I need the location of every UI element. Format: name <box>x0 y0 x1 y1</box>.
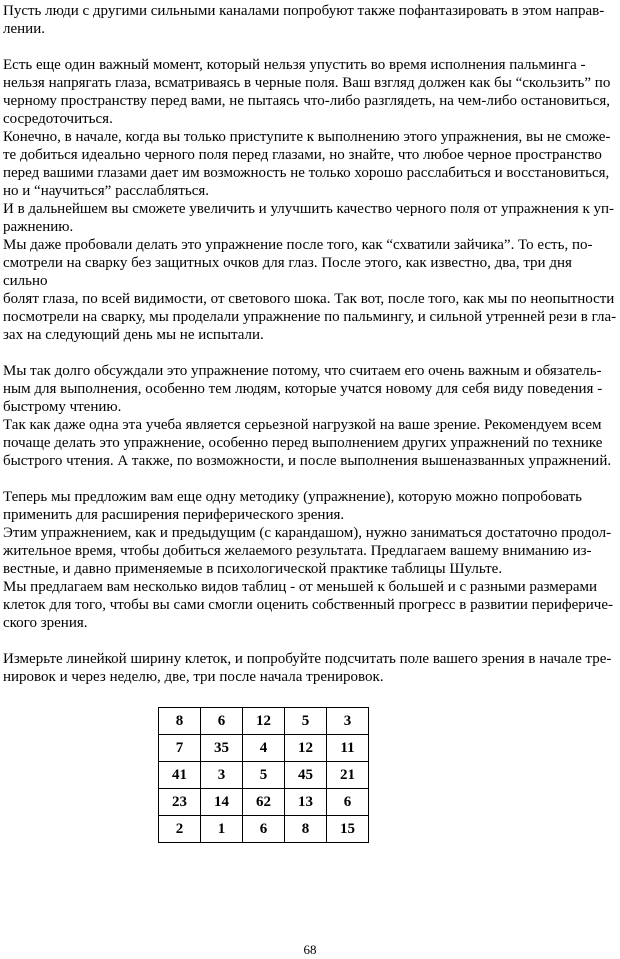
paragraph-gap <box>3 632 617 650</box>
paragraph-gap <box>3 470 617 488</box>
table-cell: 41 <box>159 762 201 789</box>
paragraph: Пусть люди с другими сильными каналами попробуют также пофантазировать в этом направ- лении. <box>3 3 605 37</box>
table-cell: 23 <box>159 789 201 816</box>
table-cell: 1 <box>201 816 243 843</box>
table-cell: 8 <box>159 708 201 735</box>
table-cell: 5 <box>285 708 327 735</box>
schulte-table <box>158 707 369 843</box>
table-cell: 15 <box>327 816 369 843</box>
table-cell: 13 <box>285 789 327 816</box>
table-cell: 62 <box>243 789 285 816</box>
paragraph-gap <box>3 38 617 56</box>
table-cell: 3 <box>201 762 243 789</box>
table-cell: 14 <box>201 789 243 816</box>
table-cell: 2 <box>159 816 201 843</box>
table-cell: 12 <box>285 735 327 762</box>
table-cell: 3 <box>327 708 369 735</box>
paragraph: И в дальнейшем вы сможете увеличить и улучшить качество черного поля от упражнения к уп- ражнению. <box>3 201 615 235</box>
table-cell: 12 <box>243 708 285 735</box>
table-cell: 4 <box>243 735 285 762</box>
paragraph: Мы предлагаем вам несколько видов таблиц - от меньшей к большей и с разными размерами клеток для того, чтобы вы сами смогли оценить собственный прогресс в развитии перифериче- ского зрения. <box>3 579 613 631</box>
table-cell: 5 <box>243 762 285 789</box>
paragraph: Мы даже пробовали делать это упражнение после того, как “схватили зайчика”. То есть, по- смотрели на сварку без защитных очков для глаз. После этого, как известно, два, три дня сильно болят глаза, по всей видимости, от светового шока. Так вот, после того, как мы по неопытности посмотрели на сварку, мы проделали упражнение по пальмингу, и сильной утренней рези в гла- зах на следующий день мы не испытали. <box>3 237 617 343</box>
page-number: 68 <box>303 942 317 957</box>
paragraph: Измерьте линейкой ширину клеток, и попробуйте подсчитать поле вашего зрения в начале тре- нировок и через неделю, две, три после начала тренировок. <box>3 651 612 685</box>
table-cell: 8 <box>285 816 327 843</box>
table-row <box>159 789 369 816</box>
table-cell: 11 <box>327 735 369 762</box>
table-cell: 6 <box>201 708 243 735</box>
table-cell: 6 <box>327 789 369 816</box>
table-cell: 21 <box>327 762 369 789</box>
paragraph-gap <box>3 344 617 362</box>
paragraph: Конечно, в начале, когда вы только приступите к выполнению этого упражнения, вы не сможе- те добиться идеально черного поля перед глазами, но знайте, что любое черное пространство перед вашими глазами дает им возможность не только хорошо расслабиться и восстановиться, но и “научиться” расслабляться. <box>3 129 611 199</box>
table-cell: 35 <box>201 735 243 762</box>
table-row <box>159 762 369 789</box>
paragraph: Есть еще один важный момент, который нельзя упустить во время исполнения пальминга - нельзя напрягать глаза, всматриваясь в черные поля. Ваш взгляд должен как бы “скользить” по черному пространству перед вами, не пытаясь что-либо разглядеть, на чем-либо остановиться, сосредоточиться. <box>3 57 611 127</box>
body-text <box>3 2 617 686</box>
paragraph: Так как даже одна эта учеба является серьезной нагрузкой на ваше зрение. Рекомендуем всем почаще делать это упражнение, особенно перед выполнением других упражнений по технике быстрого чтения. А также, по возможности, и после выполнения вышеназванных упражнений. <box>3 417 612 469</box>
paragraph: Этим упражнением, как и предыдущим (с карандашом), нужно заниматься достаточно продол- жительное время, чтобы добиться желаемого результата. Предлагаем вашему вниманию из- вестные, и давно применяемые в психологической практике таблицы Шульте. <box>3 525 612 577</box>
table-row <box>159 735 369 762</box>
table-row <box>159 816 369 843</box>
table-cell: 45 <box>285 762 327 789</box>
table-row <box>159 708 369 735</box>
table-cell: 7 <box>159 735 201 762</box>
table-cell: 6 <box>243 816 285 843</box>
paragraph: Мы так долго обсуждали это упражнение потому, что считаем его очень важным и обязатель- ным для выполнения, особенно тем людям, которые учатся новому для себя виду поведения - быстрому чтению. <box>3 363 603 415</box>
paragraph: Теперь мы предложим вам еще одну методику (упражнение), которую можно попробовать применить для расширения периферического зрения. <box>3 489 583 523</box>
